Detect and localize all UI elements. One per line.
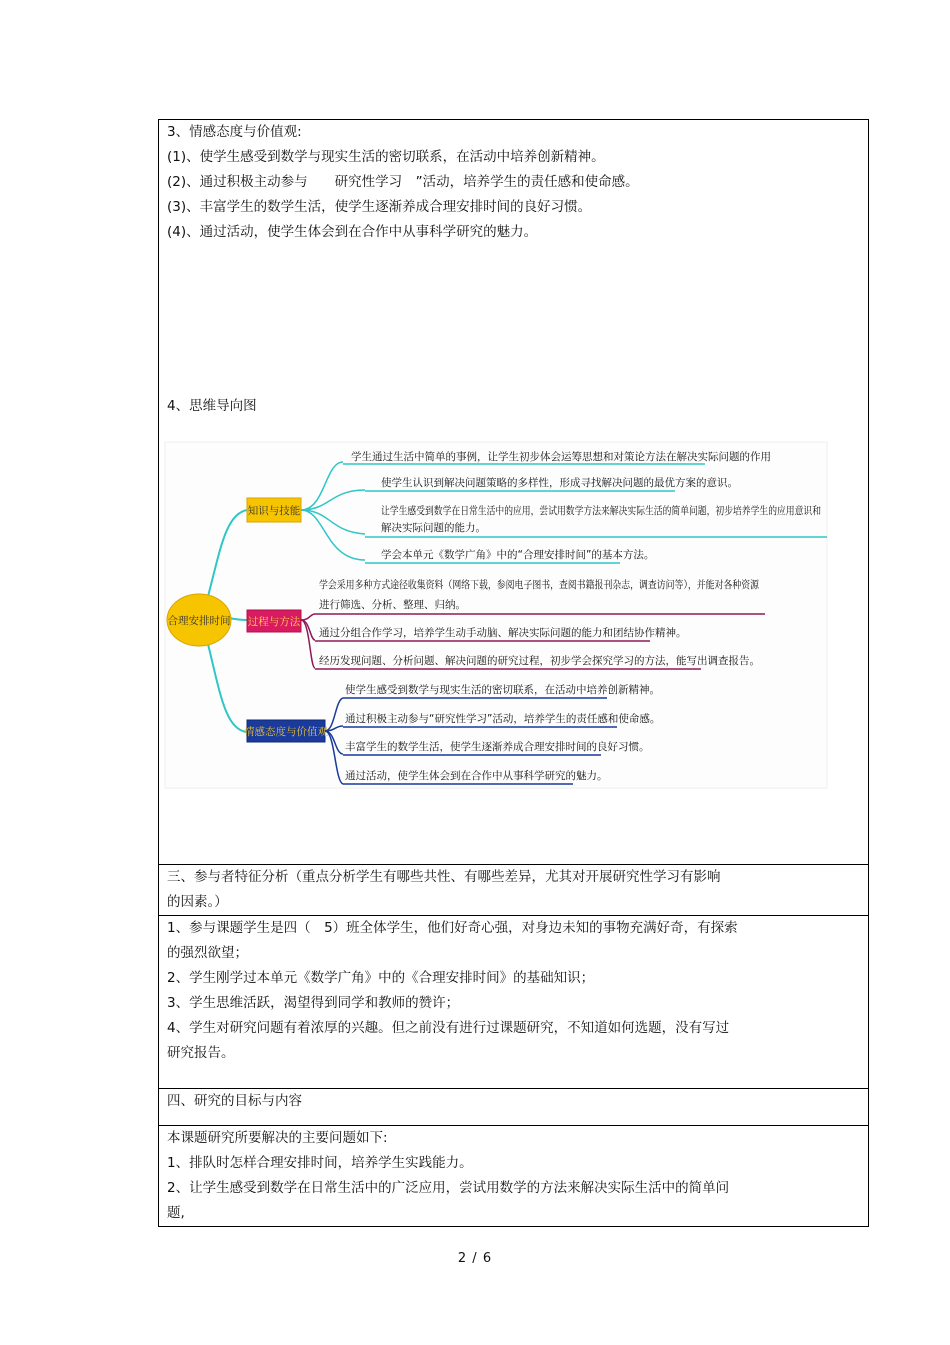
- participant-analysis-heading-cell: [159, 865, 869, 916]
- research-goals-heading-cell: [159, 1089, 869, 1126]
- research-line-2: 1、排队时怎样合理安排时间，培养学生实践能力。: [167, 1155, 473, 1171]
- research-goals-heading: 四、研究的目标与内容: [167, 1093, 302, 1109]
- objective-item-2: (2)、通过积极主动参与 研究性学习 ”活动，培养学生的责任感和使命感。: [167, 174, 639, 190]
- research-line-4: 题,: [167, 1205, 185, 1221]
- research-line-1: 本课题研究所要解决的主要问题如下:: [167, 1130, 388, 1146]
- leaf-process-4: 经历发现问题、分析问题、解决问题的研究过程，初步学会探究学习的方法，能写出调查报告。: [319, 655, 760, 667]
- branch-node-attitude-label: 情感态度与价值观: [244, 726, 328, 738]
- objectives-cell: [159, 120, 906, 865]
- document-table: [158, 119, 906, 1227]
- leaf-process-1: 学会采用多种方式途径收集资料（网络下载，参阅电子图书，查阅书籍报刊杂志，调查访问等），并能对各种资源: [319, 579, 839, 591]
- branch-node-knowledge-label: 知识与技能: [247, 505, 301, 517]
- leaf-process-3: 通过分组合作学习，培养学生动手动脑、解决实际问题的能力和团结协作精神。: [319, 627, 687, 639]
- leaf-knowledge-1: 学生通过生活中简单的事例，让学生初步体会运筹思想和对策论方法在解决实际问题的作用: [351, 451, 771, 463]
- participant-line-1: 1、参与课题学生是四（ 5）班全体学生，他们好奇心强，对身边未知的事物充满好奇，有探索: [167, 920, 738, 936]
- objective-item-4: (4)、通过活动，使学生体会到在合作中从事科学研究的魅力。: [167, 224, 538, 240]
- participant-heading-line1: 三、参与者特征分析（重点分析学生有哪些共性、有哪些差异，尤其对开展研究性学习有影响: [167, 869, 721, 885]
- mind-map: [165, 442, 906, 788]
- participant-line-4: 3、学生思维活跃，渴望得到同学和教师的赞许；: [167, 995, 460, 1011]
- leaf-process-2: 进行筛选、分析、整理、归纳。: [319, 599, 466, 611]
- objective-item-3: (3)、丰富学生的数学生活，使学生逐渐养成合理安排时间的良好习惯。: [167, 199, 592, 215]
- leaf-attitude-1: 使学生感受到数学与现实生活的密切联系，在活动中培养创新精神。: [345, 684, 660, 696]
- leaf-attitude-2: 通过积极主动参与“研究性学习”活动，培养学生的责任感和使命感。: [345, 713, 661, 725]
- leaf-knowledge-3: 让学生感受到数学在日常生活中的应用，尝试用数学方法来解决实际生活的简单问题，初步培养学生的应用意识和: [381, 505, 906, 517]
- participant-analysis-cell: [159, 916, 869, 1089]
- participant-line-6: 研究报告。: [167, 1045, 235, 1061]
- participant-line-5: 4、学生对研究问题有着浓厚的兴趣。但之前没有进行过课题研究，不知道如何选题，没有写过: [167, 1020, 730, 1036]
- objective-item-1: (1)、使学生感受到数学与现实生活的密切联系，在活动中培养创新精神。: [167, 149, 605, 165]
- leaf-attitude-3: 丰富学生的数学生活，使学生逐渐养成合理安排时间的良好习惯。: [345, 741, 650, 753]
- leaf-attitude-4: 通过活动，使学生体会到在合作中从事科学研究的魅力。: [345, 770, 608, 782]
- research-line-3: 2、让学生感受到数学在日常生活中的广泛应用，尝试用数学的方法来解决实际生活中的简单问: [167, 1180, 730, 1196]
- branch-node-process-label: 过程与方法: [247, 616, 301, 628]
- leaf-knowledge-4: 解决实际问题的能力。: [381, 522, 486, 534]
- participant-line-3: 2、学生刚学过本单元《数学广角》中的《合理安排时间》的基础知识；: [167, 970, 595, 986]
- research-goals-cell: [159, 1126, 869, 1227]
- participant-heading-line2: 的因素。）: [167, 894, 228, 910]
- leaf-knowledge-2: 使学生认识到解决问题策略的多样性，形成寻找解决问题的最优方案的意识。: [381, 477, 738, 489]
- leaf-knowledge-5: 学会本单元《数学广角》中的“合理安排时间”的基本方法。: [381, 549, 655, 561]
- page-number: 2 / 6: [457, 1251, 493, 1266]
- center-node-label: 合理安排时间: [167, 615, 231, 627]
- participant-line-2: 的强烈欲望；: [167, 945, 248, 961]
- section-heading: 3、情感态度与价值观:: [167, 124, 302, 140]
- mindmap-heading: 4、思维导向图: [167, 398, 257, 414]
